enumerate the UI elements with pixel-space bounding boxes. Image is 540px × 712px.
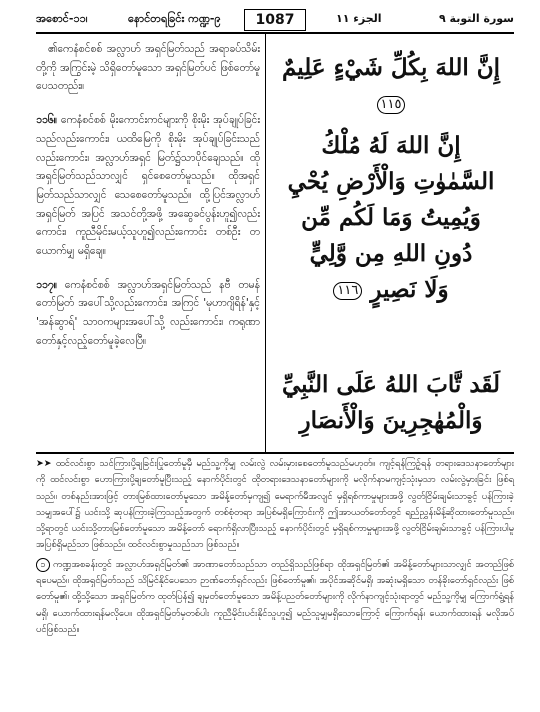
footnotes — [36, 456, 514, 641]
arabic-line — [272, 272, 510, 308]
verse-end-marker: ١١٥ — [377, 96, 406, 114]
arabic-line: إِنَّ اللهَ لَهُ مُلْكُ — [321, 132, 461, 159]
verse-116-text: ကေနံစင်စစ် မိုးကောင်းကင်များကို စိုးမိုး အုပ်ချုပ်ခြင်းသည်လည်းကောင်း၊ ယထိမြေကို စိုးမိုး အုပ်ချုပ်ခြင်းသည်လည်းကောင်း၊ အလ္လာဟ်အရှင် မြတ်၌သာပိုင်ချေသည်။ ထိုအရှင်မြတ်သည်သာလျှင် ရှင်စေတော်မူသည်။ ထိုအရှင်မြတ်သည်သာလျှင် သေစေတော်မူသည်။ ထို့ပြင်အလ္လာဟ်အရှင်မြတ် အပြင် အသင်တို့အဖို့ အဆွေခင်ပွန်းဟူ၍လည်း ကောင်း၊ ကူညီမိုင်းမယ့်သူဟူ၍လည်းကောင်း တစ်ဦး တယောက်မျှ မရှိချေ။ — [36, 114, 260, 258]
page-number: 1087 — [244, 9, 306, 31]
page-header — [36, 9, 514, 31]
footnote-2-marker: ၁ — [36, 558, 50, 572]
header-section-title: နောင်တရခြင်း ကဏ္ဍ-၉ — [128, 12, 221, 25]
footnote-2-text: ကဏ္ဍအစခန်းတွင် အလ္လာဟ်အရှင်မြတ်၏ အာဏာတော်သည်သာ တည်ရှိသည်ဖြစ်ရာ ထိုအရှင်မြတ်၏ အမိန့်တော်များသာလျှင် အတည်ဖြစ်ရပေမည်။ ထိုအရှင်မြတ်သည် သိမြင်နိုင်ပေသော ဉာဏ်တော်ရှင်လည်း ဖြစ်တော်မူ၏၊ အပိုင်အဆိုင်မရှိ၊ အဆုံးမရှိသော တန်ခိုးတော်ရှင်လည်း ဖြစ်တော်မူ၏၊ ထို့သို့သော အရှင်မြတ်က ထုတ်ပြန်၍ ချမှတ်တော်မူသော အမိန့်ပညတ်တော်များကို လိုက်နာကျင့်သုံးရာတွင် မည်သူ့ကိုမျှ ကြောက်ရွံ့ရန်မရှိ၊ ယောက်ထားရန်မလိုပေ။ ထိုအရှင်မြတ်မှတစ်ပါး ကူညီမိုင်းပင်းနိုင်သူဟူ၍ မည်သူမျှမရှိသောကြောင့် ကြောက်ရန်၊ ယောက်ထားရန် မလိုအပ်ပင်ဖြစ်သည်။ — [36, 558, 514, 635]
verse-115-translation: ၏ကေနံစင်စစ် အလ္လာဟ် အရှင်မြတ်သည် အရာခပ်သိမ်းတို့ကို အကြွင်းမဲ့ သိရှိတော်မူသော အရှင်မြတ်ပင် ဖြစ်တော်မူပေသတည်း။ — [36, 43, 260, 93]
verse-116-number: ၁၁၆။ — [36, 114, 57, 127]
arabic-line: السَّمٰوٰتِ وَالْأَرْضِ يُحْيِ — [287, 168, 495, 195]
verse-117-number: ၁၁၇။ — [36, 278, 57, 291]
verse-end-marker: ١١٦ — [333, 282, 362, 300]
footnote-arrow-icon: ➤➤ — [36, 458, 52, 469]
header-juz: الجزء ١١ — [336, 12, 382, 25]
translation-column — [36, 40, 260, 366]
header-surah: سورة التوبة ٩ — [438, 12, 514, 25]
footnote-2 — [36, 557, 514, 638]
arabic-line: وَيُمِيتُ وَمَا لَكُم مِّن — [301, 204, 481, 231]
arabic-line: دُونِ اللهِ مِن وَّلِيٍّ — [309, 240, 473, 267]
column-divider — [265, 34, 266, 452]
footnote-1 — [36, 456, 514, 554]
arabic-line: إِنَّ اللهَ بِكُلِّ شَيْءٍ عَلِيمٌ — [281, 54, 501, 81]
verse-117-text: ကေနံစင်စစ် အလ္လာဟ်အရှင်မြတ်သည် နဗီ တမန်တော်မြတ် အပေါ်သို့လည်းကောင်း၊ အကြင် 'မုဟာဂျိရိန်'နှင့် 'အန်ဆွာရ်' သာဝကများအပေါ်သို့ လည်းကောင်း၊ ကရုဏာတော်နှင့်လည့်တော်မူခဲ့လေပြီ။ — [36, 278, 260, 347]
arabic-verse-116 — [272, 128, 510, 308]
footnote-divider — [36, 452, 514, 454]
header-chapter-number: အစောင်-၁၁၊ — [36, 12, 88, 25]
verse-117-translation — [36, 276, 260, 351]
arabic-line: لَقَد تَّابَ اللهُ عَلَى النَّبِيِّ — [281, 371, 501, 398]
arabic-line: وَالْمُهٰجِرِينَ وَالْأَنصَارِ — [299, 407, 483, 434]
arabic-line-text: وَلَا نَصِيرٍ — [370, 276, 449, 303]
footnote-1-text: ထင်လင်းစွာ သင်ကြားပို့ချခြင်းပြုတော်မူမှီ မည်သူ့ကိုမျှ လမ်းလွဲ လမ်းမှားစေတော်မူသည်မဟုတ်။ ကျင့်ရန်ကြဉ့်ရန် တရားဒေသနာတော်များကို ထင်လင်းစွာ ဟောကြားပို့ချတော်မူပြီးသည့် နောက်ပိုင်းတွင် ထိုတရားဒေသနာတော်များကို မလိုက်နာမကျင့်သုံးမှသာ လမ်းလွဲမှားခြင်း ဖြစ်ရသည်။ တစ်နည်းအားဖြင့် တားမြစ်ထားတော်မူသော အမိန့်တော်မှကျ၍ မေရာက်မီအလျင် မှရှိရစ်ကာမှုများအဖို့ လွတ်ငြိမ်းချမ်းသာခွင့် ပန်ကြားခဲ့သမျှအပေါ်၌ ယင်းသို့ ဆုပန်ကြားခဲ့ကြသည့်အတွက် တစ်စုံတရာ အပြစ်မရှိကြောင်းကို ဤအာယတ်တော်တွင် ရည်ညွှန်းမိန့်ဆိုထားတော်မူသည်။ သို့ရာတွင် ယင်းသို့တားမြစ်တော်မူသော အမိန့်တော် ရောက်ရှိလာပြီးသည့် နောက်ပိုင်းတွင် မှရှိရစ်ကာမှုများအဖို့ လွတ်ငြိမ်းချမ်းသာခွင့် ပန်ကြားပါမူ အပြစ်ရှိမည်သာ ဖြစ်သည်။ ထင်လင်းစွာမှုသည်သာ ဖြစ်သည်။ — [36, 458, 514, 551]
arabic-verse-115 — [272, 50, 510, 122]
verse-116-translation — [36, 111, 260, 261]
header-divider — [36, 32, 514, 34]
arabic-verse-117 — [272, 367, 510, 439]
